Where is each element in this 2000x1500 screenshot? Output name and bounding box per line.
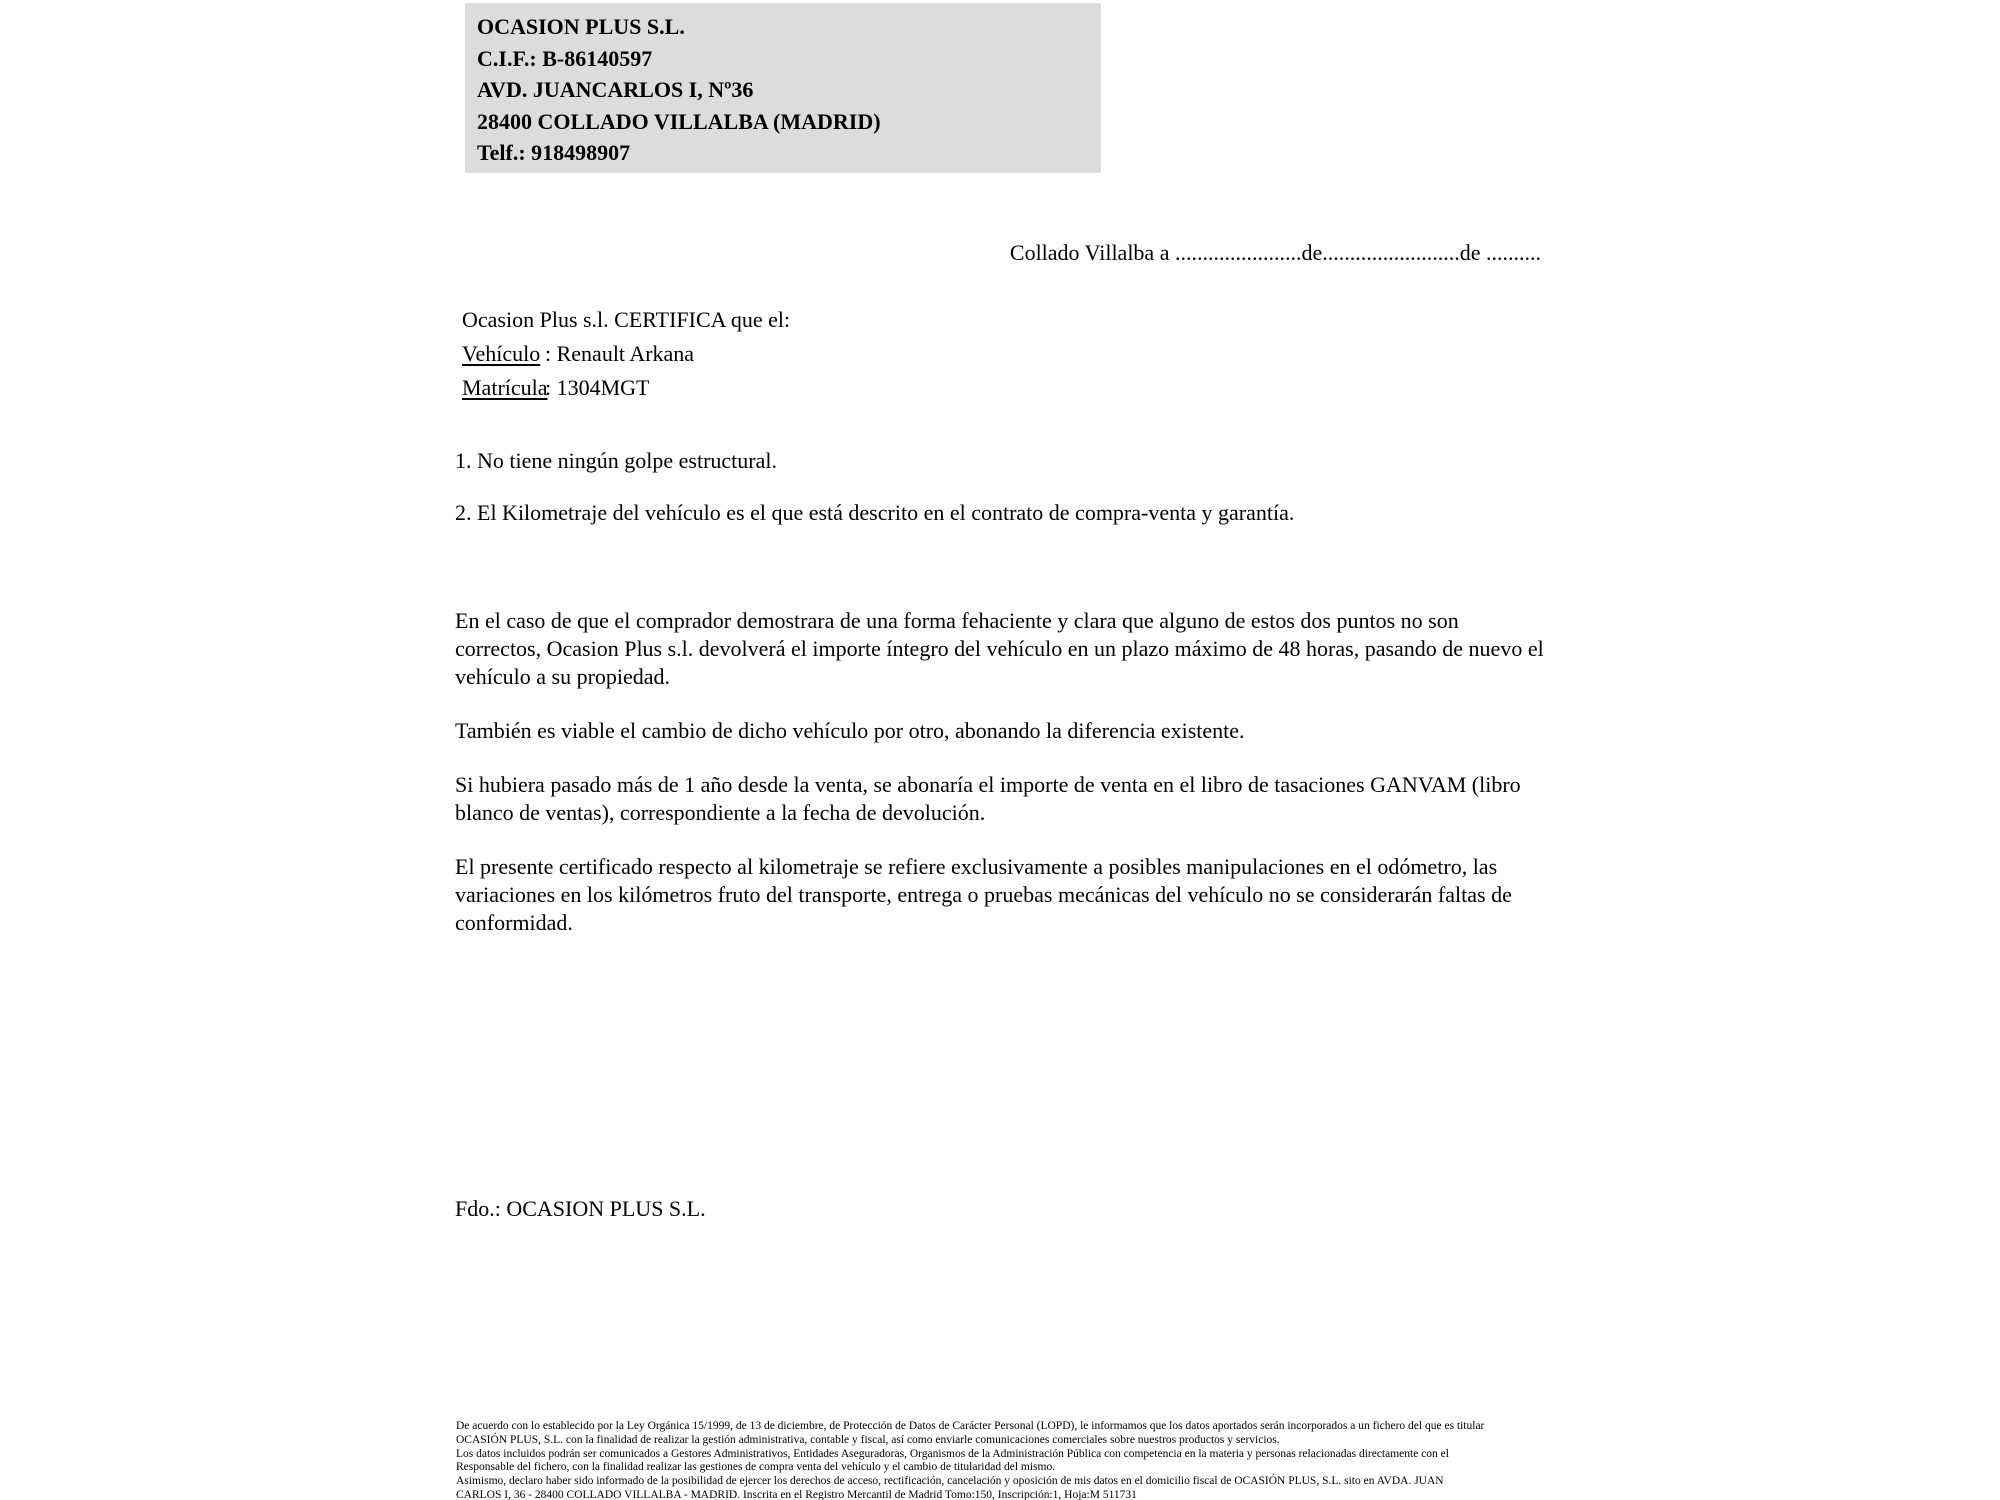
plate-value: : 1304MGT — [545, 375, 650, 400]
letterhead-box — [465, 3, 1101, 173]
legal-footer-line: Asimismo, declaro haber sido informado de la posibilidad de ejercer los derechos de acceso, rectificación, cancelación y oposición de mis datos en el domicilio fiscal de OCASIÓN PLUS, S.L. sito en AVDA. JUAN — [456, 1475, 1444, 1488]
company-name: OCASION PLUS S.L. — [477, 14, 685, 39]
terms-paragraphs — [455, 607, 1547, 963]
terms-paragraph-odometer: El presente certificado respecto al kilometraje se refiere exclusivamente a posibles manipulaciones en el odómetro, las variaciones en los kilómetros fruto del transporte, entrega o pruebas mecánicas del vehículo no se considerarán faltas de conformidad. — [455, 854, 1512, 935]
company-phone: Telf.: 918498907 — [477, 140, 631, 165]
terms-paragraph-ganvam: Si hubiera pasado más de 1 año desde la venta, se abonaría el importe de venta en el libro de tasaciones GANVAM (libro blanco de ventas), correspondiente a la fecha de devolución. — [455, 772, 1521, 825]
legal-footer-line: Responsable del fichero, con la finalidad realizar las gestiones de compra venta del vehículo y el cambio de titularidad del mismo. — [456, 1461, 1056, 1474]
company-address: AVD. JUANCARLOS I, Nº36 — [477, 77, 754, 102]
legal-footer-line: CARLOS I, 36 - 28400 COLLADO VILLALBA - MADRID. Inscrita en el Registro Mercantil de Madrid Tomo:150, Inscripción:1, Hoja:M 511731 — [456, 1488, 1137, 1500]
legal-footer-line: Los datos incluidos podrán ser comunicados a Gestores Administrativos, Entidades Aseguradoras, Organismos de la Administración Pública con competencia en la materia y personas relacionadas directamente con el — [456, 1447, 1449, 1460]
terms-paragraph-exchange: También es viable el cambio de dicho vehículo por otro, abonando la diferencia existente. — [455, 718, 1245, 743]
vehicle-value: : Renault Arkana — [545, 341, 695, 366]
legal-footer — [456, 1420, 1484, 1500]
certification-intro: Ocasion Plus s.l. CERTIFICA que el: — [462, 307, 791, 332]
plate-label — [462, 371, 548, 405]
company-cif: C.I.F.: B-86140597 — [477, 45, 653, 71]
certification-block — [462, 303, 790, 405]
date-line: Collado Villalba a .......................de.........................de .......... — [1009, 240, 1541, 265]
vehicle-row — [462, 337, 790, 371]
vehicle-label-text: Vehículo — [462, 341, 541, 366]
legal-footer-line: De acuerdo con lo establecido por la Ley Orgánica 15/1999, de 13 de diciembre, de Protección de Datos de Carácter Personal (LOPD), le informamos que los datos aportados serán incorporados a un fichero del que es titular — [456, 1420, 1485, 1432]
plate-label-text: Matrícula — [462, 375, 548, 400]
signature-line: Fdo.: OCASION PLUS S.L. — [455, 1196, 706, 1221]
plate-row — [462, 371, 790, 405]
terms-paragraph-refund: En el caso de que el comprador demostrara de una forma fehaciente y clara que alguno de estos dos puntos no son correctos, Ocasion Plus s.l. devolverá el importe íntegro del vehículo en un plazo máximo de 48 horas, pasando de nuevo el vehículo a su propiedad. — [455, 608, 1544, 689]
vehicle-label — [462, 337, 545, 371]
company-city: 28400 COLLADO VILLALBA (MADRID) — [477, 108, 881, 134]
condition-item-1: 1. No tiene ningún golpe estructural. — [455, 448, 777, 473]
legal-footer-line: OCASIÓN PLUS, S.L. con la finalidad de realizar la gestión administrativa, contable y fiscal, así como enviarle comunicaciones comerciales sobre nuestros productos y servicios. — [456, 1433, 1280, 1446]
condition-item-2: 2. El Kilometraje del vehículo es el que está descrito en el contrato de compra-venta y garantía. — [455, 500, 1295, 525]
